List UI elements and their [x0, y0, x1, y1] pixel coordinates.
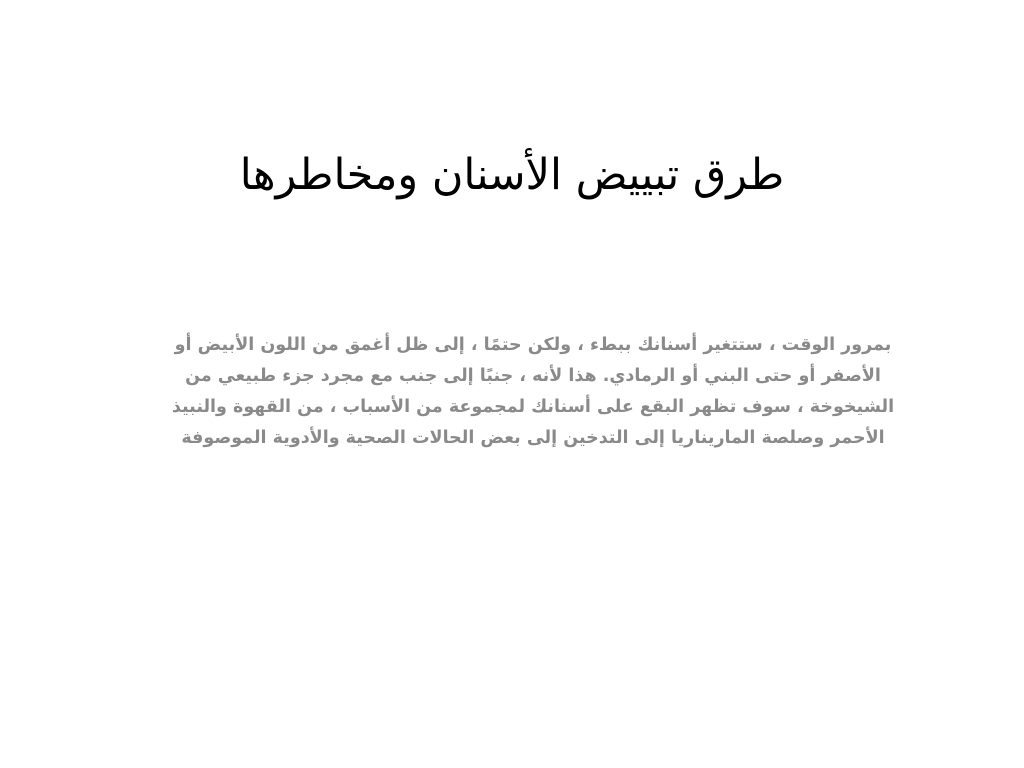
slide-title: طرق تبييض الأسنان ومخاطرها — [239, 150, 785, 200]
body-line: بمرور الوقت ، ستتغير أسنانك ببطء ، ولكن حتمًا ، إلى ظل أغمق من اللون الأبيض أو — [174, 335, 892, 355]
slide-body-text — [130, 330, 936, 454]
body-line: الأصفر أو حتى البني أو الرمادي. هذا لأنه ، جنبًا إلى جنب مع مجرد جزء طبيعي من — [185, 366, 881, 386]
body-line: الأحمر وصلصة الماريناريا إلى التدخين إلى بعض الحالات الصحية والأدوية الموصوفة — [181, 428, 885, 448]
body-line: الشيخوخة ، سوف تظهر البقع على أسنانك لمجموعة من الأسباب ، من القهوة والنبيذ — [171, 397, 895, 417]
